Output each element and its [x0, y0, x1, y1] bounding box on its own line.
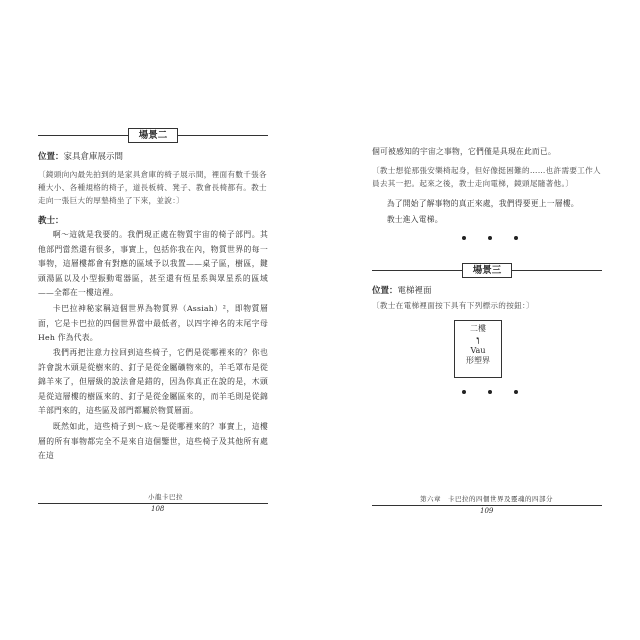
- speaker-name: 教士：: [38, 216, 64, 226]
- location-label: 位置：: [372, 286, 398, 296]
- running-title: 第六章 卡巴拉的四個世界及靈魂的四部分: [420, 495, 553, 503]
- page-number: 109: [480, 507, 494, 515]
- floor-label: 二樓: [470, 324, 486, 333]
- section-break-dots: [462, 390, 518, 394]
- location-label: 位置：: [38, 152, 64, 162]
- paragraph-1: 啊～這就是我要的。我們現正處在物質宇宙的椅子部門。其他部門當然還有很多，事實上，包括你我在內，物質世界的每一事物，這層樓都會有對應的區域予以我置——桌子區，樹區，鍵頭湯區以及小型振動電器區，甚至還有恆星系與眾星系的區域——全都在一樓這裡。: [38, 230, 268, 297]
- right-page: [320, 0, 640, 640]
- continued-text: 個可被感知的宇宙之事物，它們僅是具現在此而已。: [372, 147, 556, 156]
- world-name: 形塑界: [466, 356, 490, 365]
- scene-label: 場景二: [128, 128, 179, 143]
- scene-label: 場景三: [462, 263, 513, 278]
- header-rule-right: [178, 135, 268, 136]
- letter-name: Vau: [470, 346, 486, 355]
- scene-three-header: [372, 262, 602, 278]
- header-rule-left: [38, 135, 128, 136]
- dot: [514, 236, 518, 240]
- dot: [462, 390, 466, 394]
- header-rule-right: [512, 270, 602, 271]
- paragraph-1: 為了開始了解事物的真正來處，我們得要更上一層樓。: [386, 199, 579, 208]
- hebrew-letter: ו: [476, 333, 480, 347]
- paragraph-4: 既然如此，這些椅子到～底～是從哪裡來的？事實上，這樓層的所有事物都完全不是來自這個鑒世，這些椅子及其他所有處在這: [38, 422, 268, 460]
- stage-direction: 〔鏡頭向內最先拍到的是家具倉庫的椅子展示間，裡面有數千張各種大小、各種規格的椅子，道長板椅、凳子、教會長椅都有。教士走向一張巨大的厚墊椅坐了下來，並說：〕: [38, 170, 267, 205]
- stage-direction-2: 〔教士在電梯裡面按下具有下列標示的按鈕：〕: [372, 301, 534, 310]
- dot: [514, 390, 518, 394]
- location-line: [38, 150, 123, 162]
- paragraph-2: 卡巴拉神秘家稱這個世界為物質界（Assiah）²，即物質層面，它是卡巴拉的四個世界當中最低者，以四字神名的末尾字母 Heh 作為代表。: [38, 304, 268, 342]
- section-break-dots: [462, 236, 518, 240]
- footer-rule: [372, 505, 602, 506]
- footer-rule: [38, 503, 268, 504]
- header-rule-left: [372, 270, 462, 271]
- location-value: 電梯裡面: [397, 286, 432, 296]
- location-line: [372, 284, 432, 296]
- paragraph-3: 我們再把注意力拉回到這些椅子，它們是從哪裡來的？你也許會說木頭是從樹來的、釘子是從金屬礦物來的，羊毛罩布是從錦羊來了，但層級的說法會是錯的，因為你真正在說的是，木頭是從這層樓的樹區來的、釘子是從金屬區來的，而羊毛則是從錦羊部門來的，這些區及部門都屬於物質層面。: [38, 348, 268, 415]
- dot: [488, 236, 492, 240]
- page-number: 108: [151, 505, 165, 513]
- dot: [462, 236, 466, 240]
- running-title: 小龍卡巴拉: [148, 493, 183, 501]
- paragraph-2: 教士進入電梯。: [386, 215, 443, 224]
- location-value: 家具倉庫展示間: [63, 152, 124, 162]
- dot: [488, 390, 492, 394]
- stage-direction-1: 〔教士想從那張安樂椅起身，但好像挺困難的……也許需要工作人員去其一把。起來之後，教士走向電梯，鏡頭尾隨著他。〕: [372, 166, 601, 188]
- scene-two-header: [38, 127, 268, 143]
- elevator-button: [454, 320, 502, 378]
